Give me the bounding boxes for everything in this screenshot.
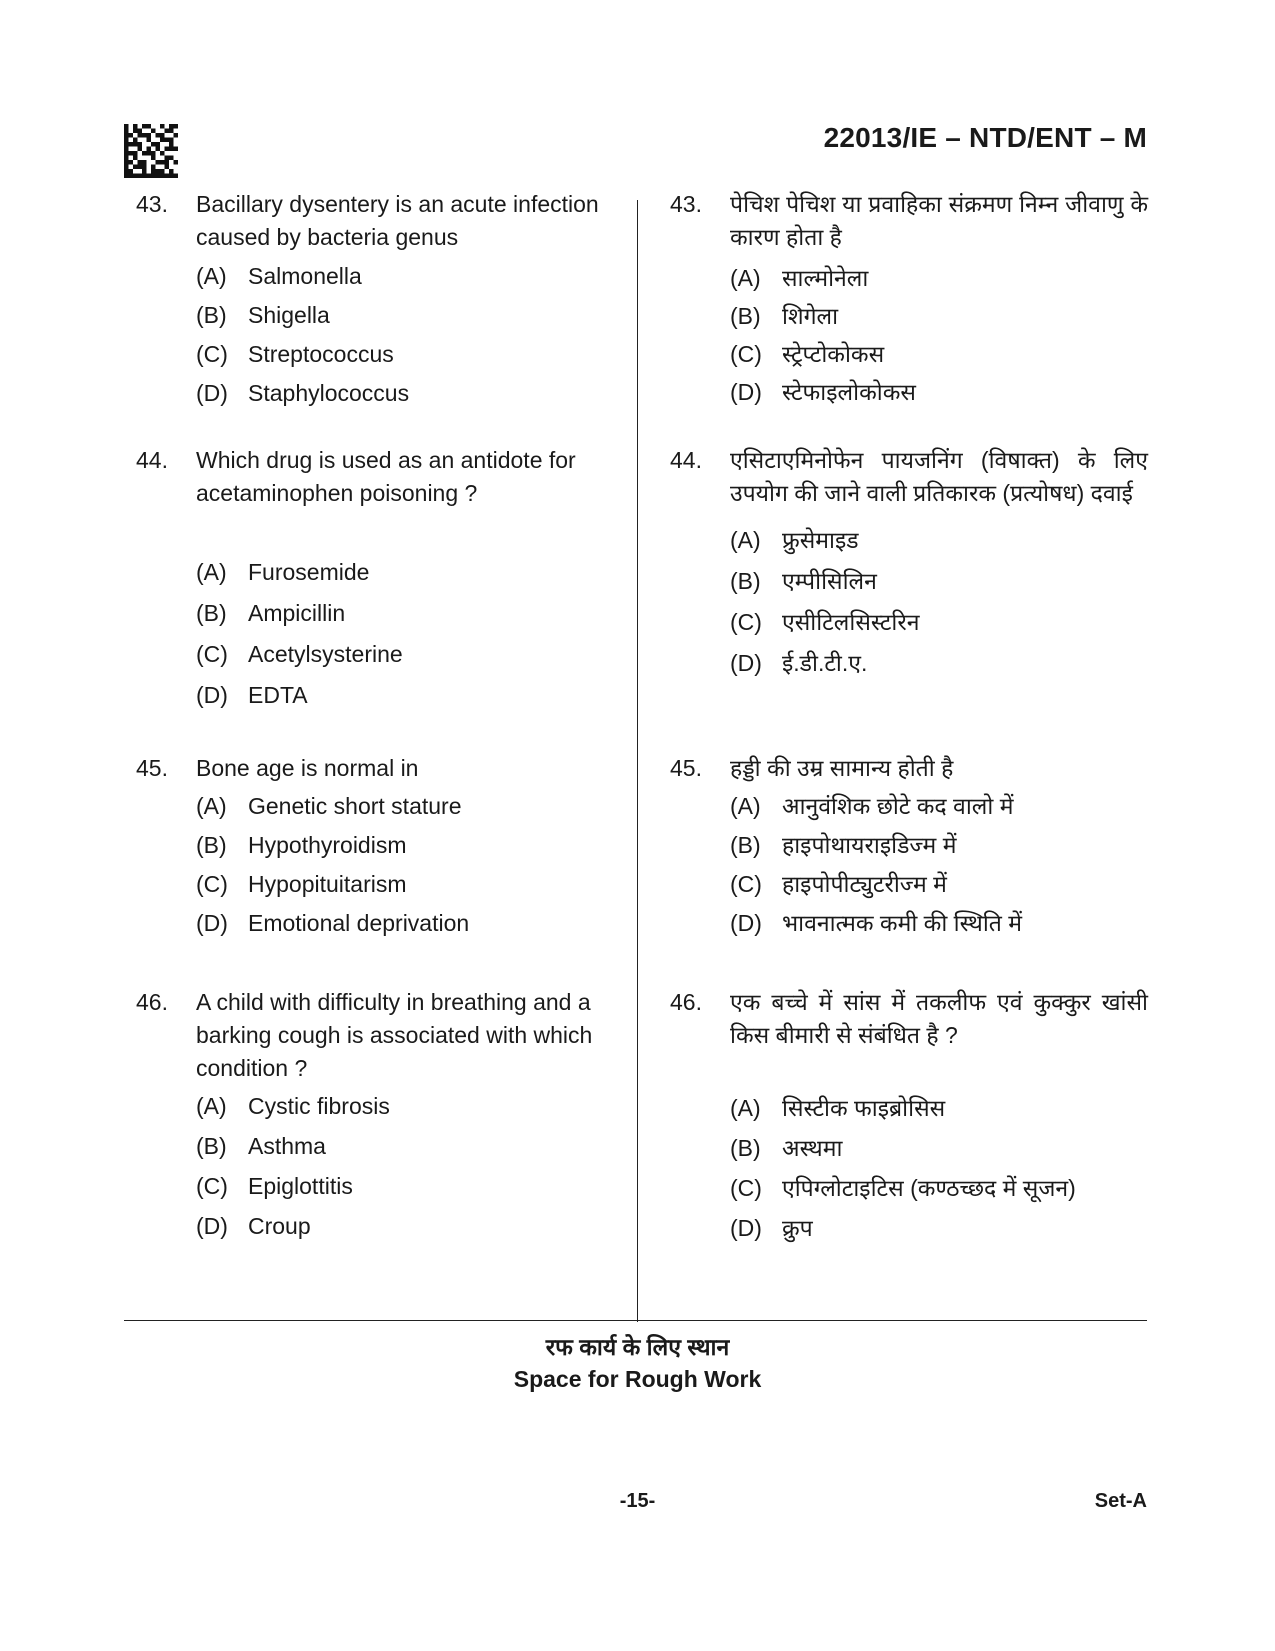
option-d: (D) Staphylococcus [196,380,410,406]
question-43-en [136,188,616,410]
option-b: (B) Hypothyroidism [196,832,407,858]
option-a: (A) Furosemide [196,559,370,585]
option-d: (D) ई.डी.टी.ए. [730,650,868,676]
question-number: 44. [670,447,702,473]
question-number: 43. [136,191,168,217]
option-c: (C) Acetylsysterine [196,641,403,667]
rough-work-divider [124,1320,1147,1321]
question-44-hi [670,444,1148,680]
option-b: (B) Ampicillin [196,600,346,626]
option-a: (A) Genetic short stature [196,793,462,819]
option-b: (B) अस्थमा [730,1135,843,1161]
set-label: Set-A [1094,1490,1147,1512]
question-46-hi [670,986,1148,1245]
question-text: A child with difficulty in breathing and a barking cough is associated with which condition ? [196,989,593,1081]
option-a: (A) आनुवंशिक छोटे कद वालो में [730,793,1014,819]
qr-code [124,124,178,178]
question-43-hi [670,188,1148,409]
option-d: (D) भावनात्मक कमी की स्थिति में [730,910,1023,936]
question-number: 46. [670,989,702,1015]
option-b: (B) हाइपोथायराइडिज्म में [730,832,957,858]
option-c: (C) हाइपोपीट्युटरीज्म में [730,871,947,897]
option-c: (C) Epiglottitis [196,1173,353,1199]
column-divider [637,200,638,1322]
question-46-en [136,986,616,1243]
option-a: (A) साल्मोनेला [730,265,869,291]
option-a: (A) फ्रुसेमाइड [730,527,859,553]
question-number: 44. [136,447,168,473]
question-number: 45. [136,755,168,781]
option-d: (D) Croup [196,1213,311,1239]
question-44-en [136,444,616,712]
option-b: (B) शिगेला [730,303,839,329]
option-d: (D) क्रुप [730,1215,813,1241]
question-text: एसिटाएमिनोफेन पायजनिंग (विषाक्त) के लिए उपयोग की जाने वाली प्रतिकारक (प्रत्योषध) दवाई [730,447,1148,506]
question-text: Which drug is used as an antidote for acetaminophen poisoning ? [196,447,576,506]
paper-code: 22013/IE – NTD/ENT – M [823,122,1147,153]
page-number: -15- [619,1490,656,1512]
option-c: (C) Streptococcus [196,341,394,367]
question-number: 43. [670,191,702,217]
option-c: (C) स्ट्रेप्टोकोकस [730,341,885,367]
option-d: (D) EDTA [196,682,308,708]
option-c: (C) Hypopituitarism [196,871,407,897]
option-a: (A) Cystic fibrosis [196,1093,390,1119]
question-text: पेचिश पेचिश या प्रवाहिका संक्रमण निम्न जीवाणु के कारण होता है [730,191,1148,250]
question-text: Bacillary dysentery is an acute infection caused by bacteria genus [196,191,599,250]
option-b: (B) एम्पीसिलिन [730,568,877,594]
question-45-hi [670,752,1148,940]
rough-work-title-english: Space for Rough Work [513,1366,762,1392]
option-c: (C) एसीटिलसिस्टरिन [730,609,920,635]
question-45-en [136,752,616,940]
option-b: (B) Shigella [196,302,330,328]
option-a: (A) Salmonella [196,263,362,289]
question-text: हड्डी की उम्र सामान्य होती है [730,755,954,781]
option-d: (D) Emotional deprivation [196,910,470,936]
option-c: (C) एपिग्लोटाइटिस (कण्ठच्छद में सूजन) [730,1175,1076,1201]
option-b: (B) Asthma [196,1133,326,1159]
option-d: (D) स्टेफाइलोकोकस [730,379,916,405]
question-text: Bone age is normal in [196,755,419,781]
option-a: (A) सिस्टीक फाइब्रोसिस [730,1095,946,1121]
question-number: 45. [670,755,702,781]
question-number: 46. [136,989,168,1015]
rough-work-title-hindi: रफ कार्य के लिए स्थान [545,1334,730,1360]
question-text: एक बच्चे में सांस में तकलीफ एवं कुक्कुर खांसी किस बीमारी से संबंधित है ? [730,989,1148,1048]
